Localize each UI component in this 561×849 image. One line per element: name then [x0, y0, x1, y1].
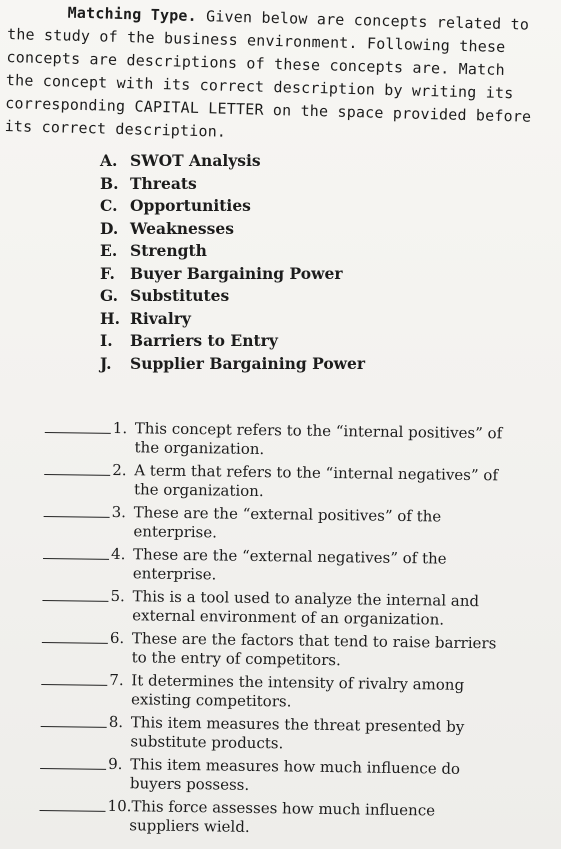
description-text	[111, 503, 538, 547]
choice-letter: G.	[100, 286, 119, 305]
answer-blank[interactable]	[41, 712, 107, 728]
item-number: 10.	[107, 796, 132, 816]
answer-blank[interactable]	[40, 754, 106, 770]
description-line: These are the factors that tend to raise barriers	[131, 629, 497, 653]
item-number: 4.	[110, 544, 126, 564]
description-item	[41, 670, 536, 715]
answer-blank[interactable]	[44, 460, 110, 476]
choice-letter: C.	[100, 196, 118, 215]
description-item	[42, 628, 537, 673]
choice-letter: H.	[100, 308, 121, 328]
item-number: 2.	[112, 460, 127, 480]
choice-letter: I.	[100, 331, 113, 350]
choice-label: Weaknesses	[130, 218, 234, 238]
description-item	[39, 796, 534, 841]
description-text	[112, 461, 539, 505]
choice-item	[100, 330, 365, 353]
answer-blank[interactable]	[43, 544, 109, 560]
item-number: 1.	[112, 418, 128, 438]
description-text	[107, 797, 534, 841]
answer-blank[interactable]	[45, 418, 111, 434]
choice-letter: A.	[100, 151, 118, 170]
answer-blank[interactable]	[40, 796, 106, 812]
choice-label: Opportunities	[130, 196, 251, 215]
description-line: external environment of an organization.	[132, 606, 445, 629]
choice-label: Rivalry	[130, 308, 191, 328]
item-number: 9.	[108, 754, 123, 774]
choice-letter: E.	[100, 241, 118, 260]
choices-list	[100, 150, 365, 375]
answer-blank[interactable]	[41, 670, 107, 686]
description-line: existing competitors.	[130, 690, 292, 711]
description-text	[111, 545, 538, 589]
description-item	[40, 712, 535, 757]
description-text	[110, 629, 537, 673]
choice-label: SWOT Analysis	[130, 151, 261, 170]
instructions-body: Given below are concepts related to the study of the business environment. Following these concepts are descriptions of these concepts are. Match the concept with its correct description by writing its corresponding CAPITAL LETTER on the space provided before its correct description.	[4, 7, 532, 141]
choice-item	[100, 285, 365, 308]
choice-label: Strength	[130, 241, 207, 260]
choice-item	[100, 353, 365, 376]
description-line: enterprise.	[133, 522, 218, 542]
choice-label: Substitutes	[130, 286, 230, 305]
description-line: This item measures the threat presented by	[130, 713, 465, 736]
choice-item	[100, 195, 365, 218]
item-number: 8.	[108, 712, 124, 732]
description-item	[44, 460, 539, 505]
answer-blank[interactable]	[42, 586, 108, 602]
description-text	[108, 713, 535, 757]
description-line: These are the “external positives” of the	[133, 503, 442, 526]
choice-letter: B.	[100, 173, 119, 193]
description-item	[43, 502, 538, 547]
item-number: 3.	[111, 502, 127, 522]
description-text	[112, 419, 539, 463]
description-line: enterprise.	[132, 564, 217, 584]
description-item	[42, 586, 537, 631]
choice-item	[100, 240, 365, 263]
description-text	[110, 587, 537, 631]
description-text	[109, 671, 536, 715]
choice-label: Barriers to Entry	[130, 331, 278, 350]
description-line: These are the “external negatives” of the	[132, 545, 447, 568]
choice-item	[100, 173, 365, 196]
answer-blank[interactable]	[42, 628, 108, 644]
choice-item	[100, 263, 365, 286]
description-item	[40, 754, 535, 799]
instructions	[4, 0, 537, 152]
choice-label: Threats	[130, 173, 197, 193]
instructions-title: Matching Type.	[67, 3, 207, 26]
description-line: A term that refers to the “internal negatives” of	[134, 461, 499, 485]
description-text	[108, 755, 535, 799]
description-line: substitute products.	[130, 732, 284, 753]
description-line: to the entry of competitors.	[131, 648, 341, 670]
description-line: buyers possess.	[129, 774, 250, 794]
description-item	[44, 418, 539, 463]
description-line: suppliers wield.	[129, 816, 250, 836]
choice-letter: D.	[100, 218, 119, 238]
description-line: This force assesses how much influence	[131, 797, 436, 820]
choice-label: Buyer Bargaining Power	[130, 263, 343, 283]
description-line: the organization.	[133, 480, 264, 501]
description-line: This item measures how much influence do	[130, 755, 461, 778]
answer-blank[interactable]	[44, 502, 110, 518]
description-line: This concept refers to the “internal positives” of	[134, 419, 503, 443]
item-number: 6.	[109, 628, 125, 648]
description-item	[43, 544, 538, 589]
description-list	[39, 418, 540, 845]
description-line: It determines the intensity of rivalry among	[131, 671, 465, 694]
description-line: This is a tool used to analyze the internal and	[132, 587, 480, 611]
choice-item	[100, 218, 365, 241]
item-number: 7.	[109, 670, 124, 690]
choice-letter: J.	[100, 353, 112, 373]
choice-item	[100, 308, 365, 331]
choice-label: Supplier Bargaining Power	[130, 353, 366, 373]
item-number: 5.	[110, 586, 125, 606]
description-line: the organization.	[134, 438, 265, 459]
choice-item	[100, 150, 365, 173]
choice-letter: F.	[100, 263, 115, 283]
